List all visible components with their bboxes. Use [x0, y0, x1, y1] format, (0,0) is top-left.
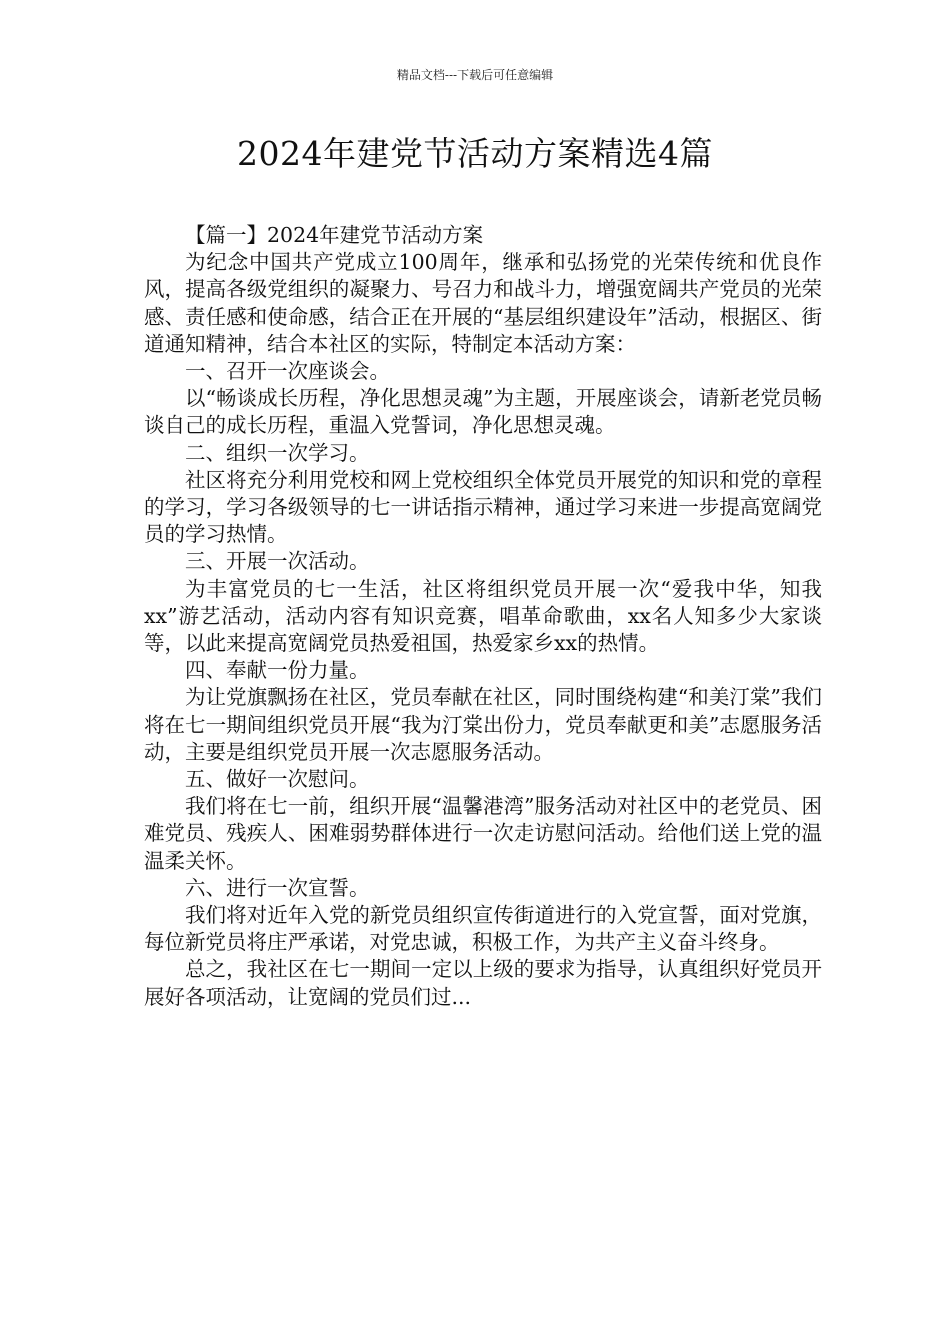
item-text-4: 为让党旗飘扬在社区，党员奉献在社区，同时围绕构建“和美汀棠”我们将在七一期间组织党员开展“我为汀棠出份力，党员奉献更和美”志愿服务活动，主要是组织党员开展一次志愿服务活动。	[144, 685, 822, 764]
item-text-6: 我们将对近年入党的新党员组织宣传街道进行的入党宣誓，面对党旗，每位新党员将庄严承诺，对党忠诚，积极工作，为共产主义奋斗终身。	[144, 903, 822, 955]
item-heading-1: 一、召开一次座谈会。	[185, 359, 390, 384]
item-text-3: 为丰富党员的七一生活，社区将组织党员开展一次“爱我中华，知我xx”游艺活动，活动内容有知识竞赛，唱革命歌曲，xx名人知多少大家谈等，以此来提高宽阔党员热爱祖国，热爱家乡xx的热情。	[144, 576, 822, 656]
document-body	[144, 222, 822, 1011]
paragraph-intro: 为纪念中国共产党成立100周年，继承和弘扬党的光荣传统和优良作风，提高各级党组织的凝聚力、号召力和战斗力，增强宽阔共产党员的光荣感、责任感和使命感，结合正在开展的“基层组织建设年”活动，根据区、街道通知精神，结合本社区的实际，特制定本活动方案：	[144, 250, 822, 356]
section-heading-part-one: 【篇一】2024年建党节活动方案	[185, 223, 484, 247]
item-heading-3: 三、开展一次活动。	[185, 549, 370, 574]
item-heading-2: 二、组织一次学习。	[185, 440, 370, 465]
paragraph-conclusion: 总之，我社区在七一期间一定以上级的要求为指导，认真组织好党员开展好各项活动，让宽阔的党员们过...	[144, 957, 822, 1009]
header-note: 精品文档---下载后可任意编辑	[396, 68, 554, 82]
item-heading-6: 六、进行一次宣誓。	[185, 875, 370, 900]
item-heading-5: 五、做好一次慰问。	[185, 767, 370, 792]
item-text-2: 社区将充分利用党校和网上党校组织全体党员开展党的知识和党的章程的学习，学习各级领导的七一讲话指示精神，通过学习来进一步提高宽阔党员的学习热情。	[144, 467, 822, 547]
item-text-5: 我们将在七一前，组织开展“温馨港湾”服务活动对社区中的老党员、困难党员、残疾人、困难弱势群体进行一次走访慰问活动。给他们送上党的温温柔关怀。	[144, 794, 822, 873]
document-title: 2024年建党节活动方案精选4篇	[237, 134, 713, 173]
item-text-1: 以“畅谈成长历程，净化思想灵魂”为主题，开展座谈会，请新老党员畅谈自己的成长历程，重温入党誓词，净化思想灵魂。	[144, 386, 822, 438]
item-heading-4: 四、奉献一份力量。	[185, 658, 370, 683]
